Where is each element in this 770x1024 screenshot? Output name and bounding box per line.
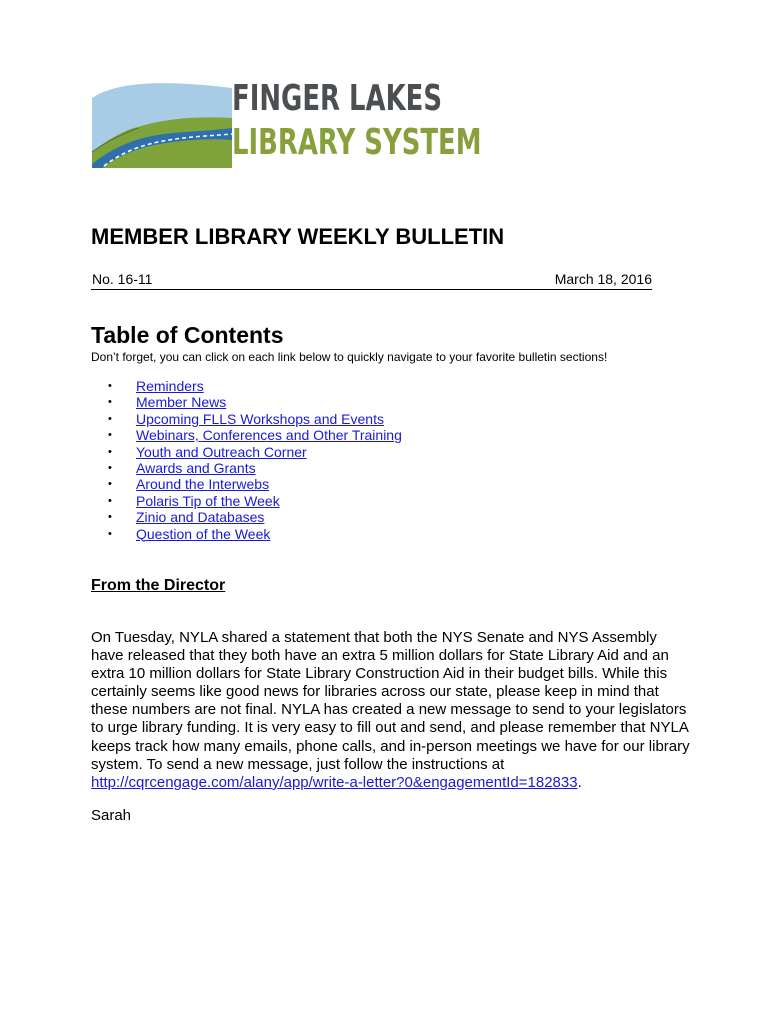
list-item [108,526,402,542]
list-item [108,444,402,460]
toc-link-polaris[interactable]: Polaris Tip of the Week [136,492,280,509]
engagement-link[interactable]: http://cqrcengage.com/alany/app/write-a-letter?0&engagementId=182833 [91,773,578,791]
list-item [108,509,402,525]
list-item [108,378,402,394]
bullet-icon: • [108,478,112,491]
toc-note: Don’t forget, you can click on each link below to quickly navigate to your favorite bulletin sections! [91,350,608,364]
toc-link-webinars[interactable]: Webinars, Conferences and Other Training [136,427,402,444]
toc-link-member-news[interactable]: Member News [136,394,227,411]
bullet-icon: • [108,412,112,425]
bulletin-title: MEMBER LIBRARY WEEKLY BULLETIN [91,224,505,249]
toc-list [108,378,402,542]
logo-text-library-system: LIBRARY SYSTEM [232,122,482,163]
list-item [108,411,402,427]
director-body-text: On Tuesday, NYLA shared a statement that both the NYS Senate and NYS Assembly have released that they both have an extra 5 million dollars for State Library Aid and an extra 10 million dollars for State Library Construction Aid in their budget bills. While this certainly seems like good news for libraries across our state, please keep in mind that these numbers are not final. NYLA has created a new message to send to your legislators to urge library funding. It is very easy to fill out and send, and please remember that NYLA keeps track how many emails, phone calls, and in-person meetings we have for our library system. To send a new message, just follow the instructions at [91,629,690,773]
director-body-end: . [577,773,582,791]
toc-link-awards[interactable]: Awards and Grants [136,459,256,476]
list-item [108,394,402,410]
list-item [108,460,402,476]
list-item [108,493,402,509]
road-landscape-icon [92,78,232,168]
toc-link-question[interactable]: Question of the Week [136,525,271,542]
issue-date: March 18, 2016 [554,271,652,287]
bullet-icon: • [108,429,112,442]
bullet-icon: • [108,380,112,392]
issue-number: No. 16-11 [92,271,153,287]
list-item [108,427,402,443]
logo-text-finger-lakes: FINGER LAKES [232,78,443,119]
bullet-icon: • [108,494,112,507]
toc-link-reminders[interactable]: Reminders [136,378,204,394]
toc-link-youth[interactable]: Youth and Outreach Corner [136,443,307,460]
logo [92,78,482,168]
bullet-icon: • [108,461,112,474]
toc-heading: Table of Contents [91,322,284,348]
bullet-icon: • [108,396,112,409]
signoff: Sarah [91,807,132,824]
director-message [91,629,691,792]
bullet-icon: • [108,511,112,524]
list-item [108,476,402,492]
issue-row [91,271,652,290]
director-heading: From the Director [91,577,226,594]
toc-link-workshops[interactable]: Upcoming FLLS Workshops and Events [136,410,384,427]
toc-link-zinio[interactable]: Zinio and Databases [136,509,265,526]
bullet-icon: • [108,445,112,458]
toc-link-interwebs[interactable]: Around the Interwebs [136,476,270,493]
bullet-icon: • [108,527,112,540]
